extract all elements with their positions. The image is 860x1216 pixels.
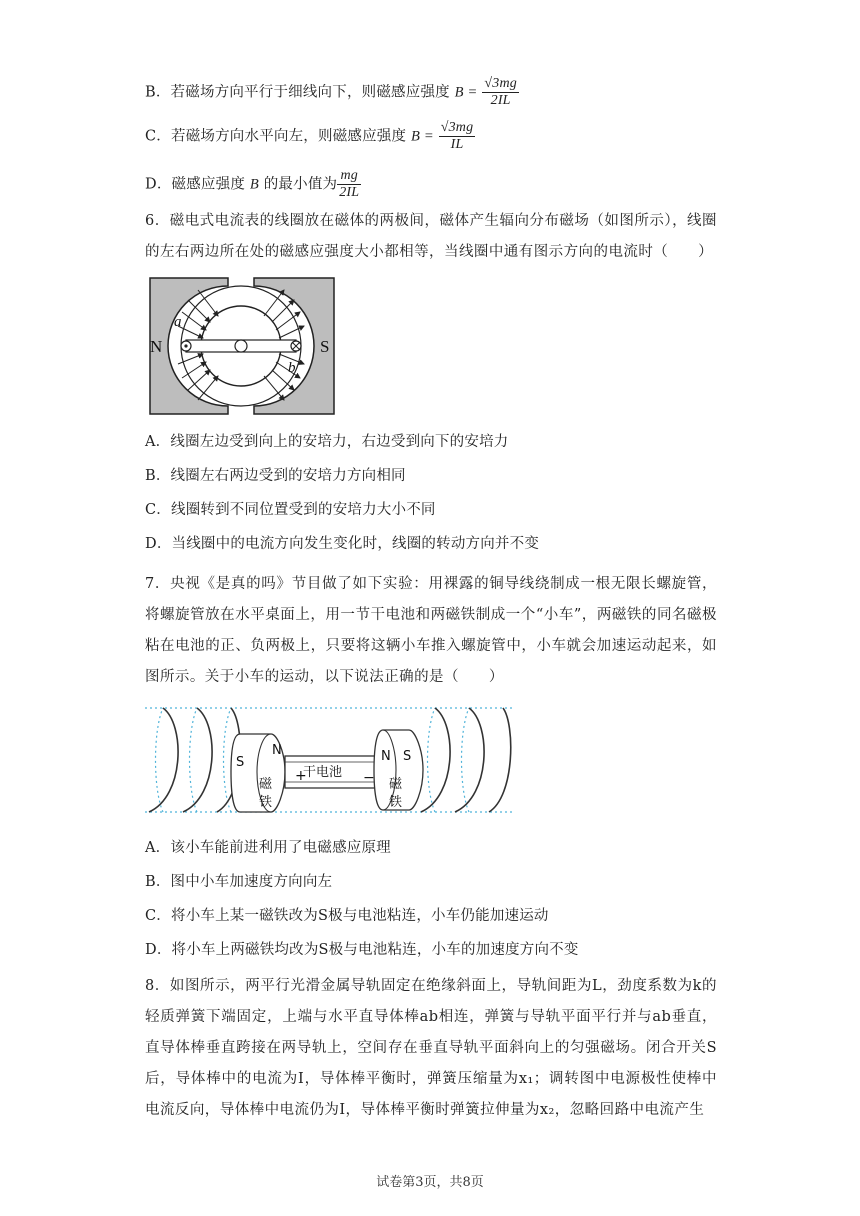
- fraction-numerator: mg: [337, 168, 361, 185]
- q6-option-d[interactable]: D．当线圈中的电流方向发生变化时，线圈的转动方向并不变: [145, 536, 540, 552]
- formula-lhs: B =: [454, 84, 478, 101]
- right-magnet-n-label: N: [381, 749, 391, 764]
- q6-option-c[interactable]: C．线圈转到不同位置受到的安培力大小不同: [145, 502, 436, 518]
- right-magnet-label-2: 铁: [389, 795, 403, 810]
- formula-fraction: [482, 76, 519, 109]
- left-magnet-s-label: S: [236, 755, 245, 770]
- fraction-denominator: 2IL: [490, 93, 511, 108]
- q7-stem: 7．央视《是真的吗》节目做了如下实验：用裸露的铜导线绕制成一根无限长螺旋管，将螺旋管放在水平桌面上，用一节干电池和两磁铁制成一个“小车”，两磁铁的同名磁极粘在电池的正、负两极上，只要将这辆小车推入螺旋管中，小车就会加速运动起来，如图所示。关于小车的运动，以下说法正确的是（ ）: [145, 576, 717, 685]
- q6-option-b[interactable]: B．线圈左右两边受到的安培力方向相同: [145, 468, 406, 484]
- fraction-denominator: IL: [450, 137, 464, 152]
- q7-option-d[interactable]: D．将小车上两磁铁均改为S极与电池粘连，小车的加速度方向不变: [145, 942, 579, 958]
- battery-plus-label: +: [295, 768, 307, 784]
- pole-n-label: N: [150, 337, 163, 356]
- q5-option-d[interactable]: [145, 168, 361, 201]
- pole-s-label: S: [320, 337, 330, 356]
- q5-option-b[interactable]: [145, 76, 519, 109]
- q6-galvanometer-figure: [148, 276, 338, 416]
- pivot-axis: [235, 340, 247, 352]
- left-magnet-n-label: N: [272, 743, 282, 758]
- option-text: C．若磁场方向水平向左，则磁感应强度: [145, 128, 407, 145]
- fraction-numerator: √3mg: [440, 120, 474, 135]
- q7-option-c[interactable]: C．将小车上某一磁铁改为S极与电池粘连，小车仍能加速运动: [145, 908, 549, 924]
- q7-magnet-train-figure: [145, 700, 517, 822]
- q8-stem: 8．如图所示，两平行光滑金属导轨固定在绝缘斜面上，导轨间距为L，劲度系数为k的轻质弹簧下端固定，上端与水平直导体棒ab相连，弹簧与导轨平面平行并与ab垂直，直导体棒垂直跨接在两导轨上，空间存在垂直导轨平面斜向上的匀强磁场。闭合开关S后，导体棒中的电流为I，导体棒平衡时，弹簧压缩量为x₁；调转图中电源极性使棒中电流反向，导体棒中电流仍为I，导体棒平衡时弹簧拉伸量为x₂，忽略回路中电流产生: [145, 978, 717, 1118]
- option-text: 的最小值为: [263, 176, 338, 193]
- q6-stem: 6．磁电式电流表的线圈放在磁体的两极间，磁体产生辐向分布磁场（如图所示），线圈的左右两边所在处的磁感应强度大小都相等，当线圈中通有图示方向的电流时（ ）: [145, 213, 717, 260]
- formula-lhs: B =: [411, 128, 434, 145]
- formula-fraction: [439, 120, 476, 153]
- q7-option-b[interactable]: B．图中小车加速度方向向左: [145, 874, 333, 890]
- option-text: D．磁感应强度: [145, 176, 246, 193]
- formula-variable: B: [249, 176, 259, 193]
- formula-fraction: [337, 168, 361, 201]
- label-b: b: [288, 360, 296, 376]
- left-magnet-label-1: 磁: [259, 777, 273, 792]
- q5-option-c[interactable]: [145, 120, 475, 153]
- option-text: B．若磁场方向平行于细线向下，则磁感应强度: [145, 84, 450, 101]
- label-a: a: [174, 314, 182, 330]
- page-footer: 试卷第3页，共8页: [376, 1175, 484, 1190]
- q7-option-a[interactable]: A．该小车能前进利用了电磁感应原理: [145, 840, 391, 856]
- left-magnet-label-2: 铁: [259, 795, 273, 810]
- fraction-numerator: √3mg: [484, 76, 517, 91]
- battery-minus-label: −: [363, 770, 375, 786]
- q6-option-a[interactable]: A．线圈左边受到向上的安培力，右边受到向下的安培力: [145, 434, 509, 450]
- battery-label: 干电池: [303, 765, 343, 780]
- right-magnet-label-1: 磁: [389, 777, 403, 792]
- fraction-denominator: 2IL: [339, 185, 360, 200]
- right-magnet-s-label: S: [403, 749, 412, 764]
